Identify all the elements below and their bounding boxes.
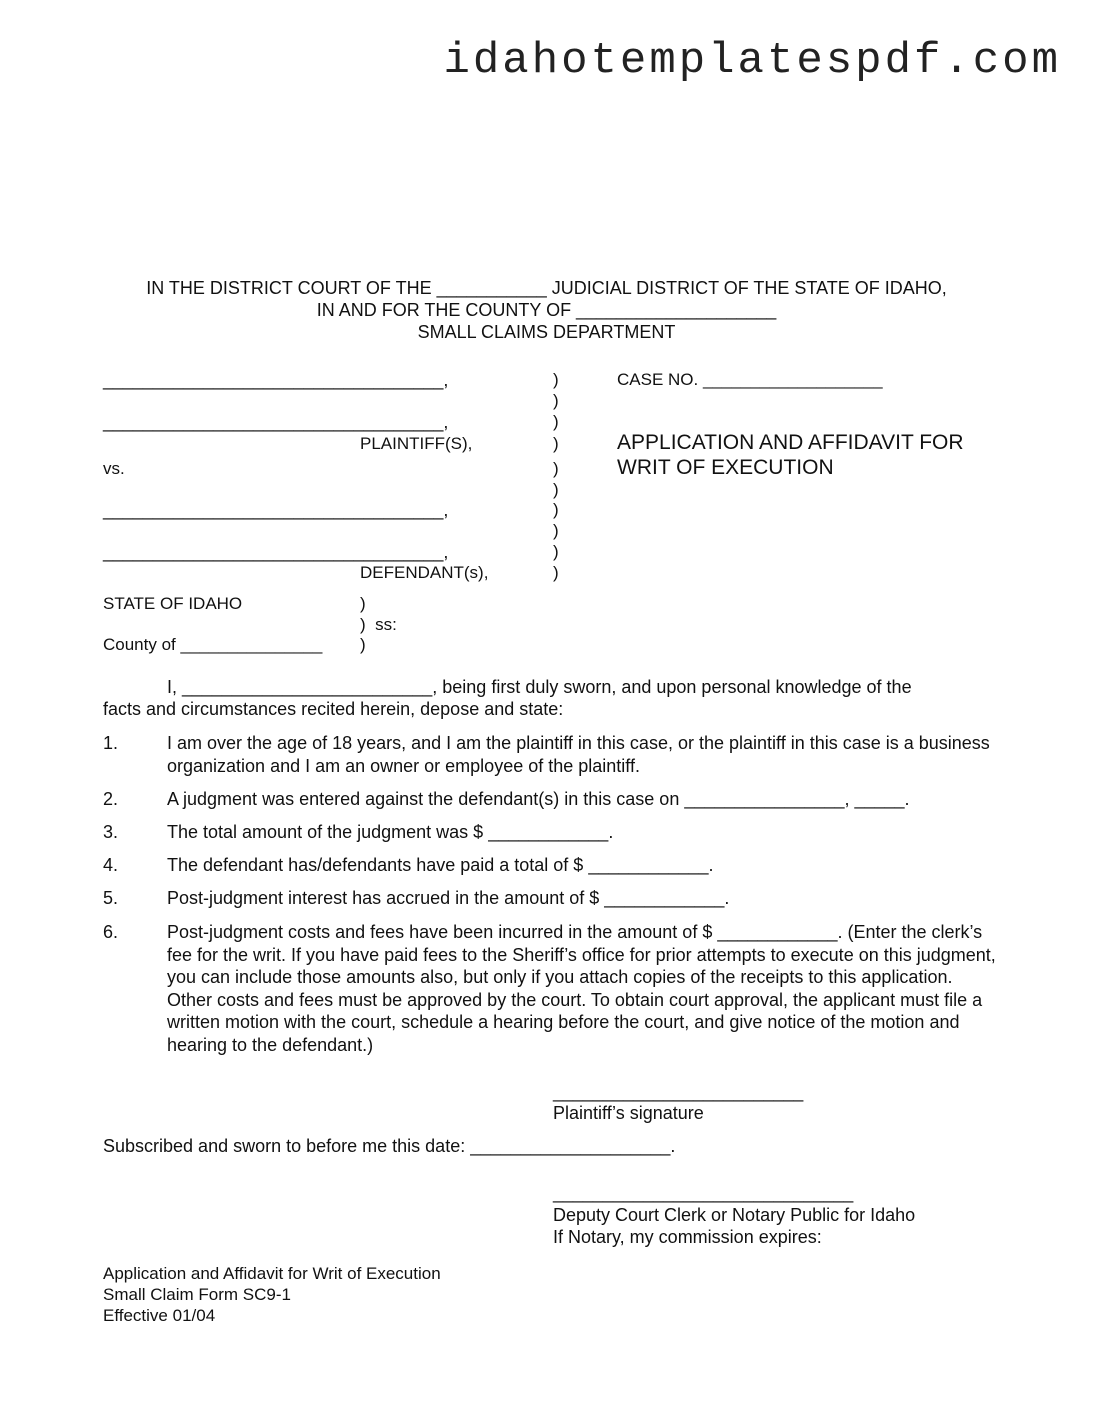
sworn-date-line: Subscribed and sworn to before me this date: ____________________. — [103, 1136, 676, 1156]
caption-paren: ) — [553, 500, 559, 519]
caption-paren: ) — [553, 542, 559, 561]
commission-expires-label: If Notary, my commission expires: — [553, 1227, 822, 1247]
venue-ss: ) ss: — [360, 615, 397, 634]
item-text: I am over the age of 18 years, and I am the plaintiff in this case, or the plaintiff in this case is a business organization and I am an owner or employee of the plaintiff. — [167, 733, 990, 776]
defendant-blank-2: __________________________________, — [103, 542, 449, 562]
item-text: Post-judgment costs and fees have been incurred in the amount of $ ____________. (Enter the clerk’s fee for the writ. If you have paid fees to the Sheriff’s office for prior attempts to execute on this judgment, you can include those amounts also, but only if you attach copies of the receipts to this application. Other costs and fees must be approved by the court. To obtain court approval, the applicant must file a written motion with the court, schedule a hearing before the court, and give notice of the motion and hearing to the defendant.) — [167, 922, 996, 1055]
clerk-signature-line: ______________________________ — [553, 1183, 854, 1203]
caption-paren: ) — [553, 563, 559, 582]
caption-paren: ) — [553, 391, 559, 410]
caption-paren: ) — [553, 434, 559, 453]
court-header-line3: SMALL CLAIMS DEPARTMENT — [417, 322, 676, 342]
defendants-label: DEFENDANT(s), — [360, 563, 489, 582]
plaintiffs-label: PLAINTIFF(S), — [360, 434, 473, 453]
item-text: The defendant has/defendants have paid a total of $ ____________. — [167, 855, 714, 875]
signature-label: Plaintiff’s signature — [553, 1103, 704, 1123]
venue-state: STATE OF IDAHO — [103, 594, 243, 613]
item-number: 4. — [103, 855, 119, 875]
item-number: 2. — [103, 789, 119, 809]
plaintiff-blank-2: __________________________________, — [103, 412, 449, 432]
case-number: CASE NO. ___________________ — [617, 370, 883, 389]
item-text: A judgment was entered against the defendant(s) in this case on ________________, _____. — [167, 789, 910, 809]
caption-paren: ) — [553, 412, 559, 431]
footer-form-number: Small Claim Form SC9-1 — [103, 1285, 291, 1304]
clerk-label: Deputy Court Clerk or Notary Public for Idaho — [553, 1205, 916, 1225]
caption-paren: ) — [553, 459, 559, 478]
item-number: 3. — [103, 822, 119, 842]
footer-form-title: Application and Affidavit for Writ of Execution — [103, 1264, 441, 1283]
item-text: Post-judgment interest has accrued in the amount of $ ____________. — [167, 888, 730, 908]
signature-line: _________________________ — [553, 1082, 804, 1102]
document-title-line2: WRIT OF EXECUTION — [617, 456, 834, 479]
affiant-intro-line2: facts and circumstances recited herein, depose and state: — [103, 699, 564, 719]
document-title-line1: APPLICATION AND AFFIDAVIT FOR — [617, 431, 964, 454]
item-number: 1. — [103, 733, 119, 753]
item-text: The total amount of the judgment was $ ____________. — [167, 822, 614, 842]
watermark-text: idahotemplatespdf.com — [443, 36, 1061, 86]
item-number: 5. — [103, 888, 119, 908]
item-number: 6. — [103, 922, 119, 942]
court-header-line2: IN AND FOR THE COUNTY OF ____________________ — [316, 300, 777, 320]
defendant-blank-1: __________________________________, — [103, 500, 449, 520]
caption-paren: ) — [553, 370, 559, 389]
venue-paren: ) — [360, 594, 366, 613]
plaintiff-blank-1: __________________________________, — [103, 370, 449, 390]
caption-paren: ) — [553, 521, 559, 540]
affiant-intro-line1: I, _________________________, being first duly sworn, and upon personal knowledge of the — [167, 677, 912, 697]
versus-label: vs. — [103, 459, 125, 478]
footer-effective-date: Effective 01/04 — [103, 1306, 216, 1325]
court-header-line1: IN THE DISTRICT COURT OF THE ___________ JUDICIAL DISTRICT OF THE STATE OF IDAHO, — [146, 278, 947, 298]
venue-county: County of _______________ — [103, 635, 323, 654]
venue-paren: ) — [360, 635, 366, 654]
caption-paren: ) — [553, 480, 559, 499]
